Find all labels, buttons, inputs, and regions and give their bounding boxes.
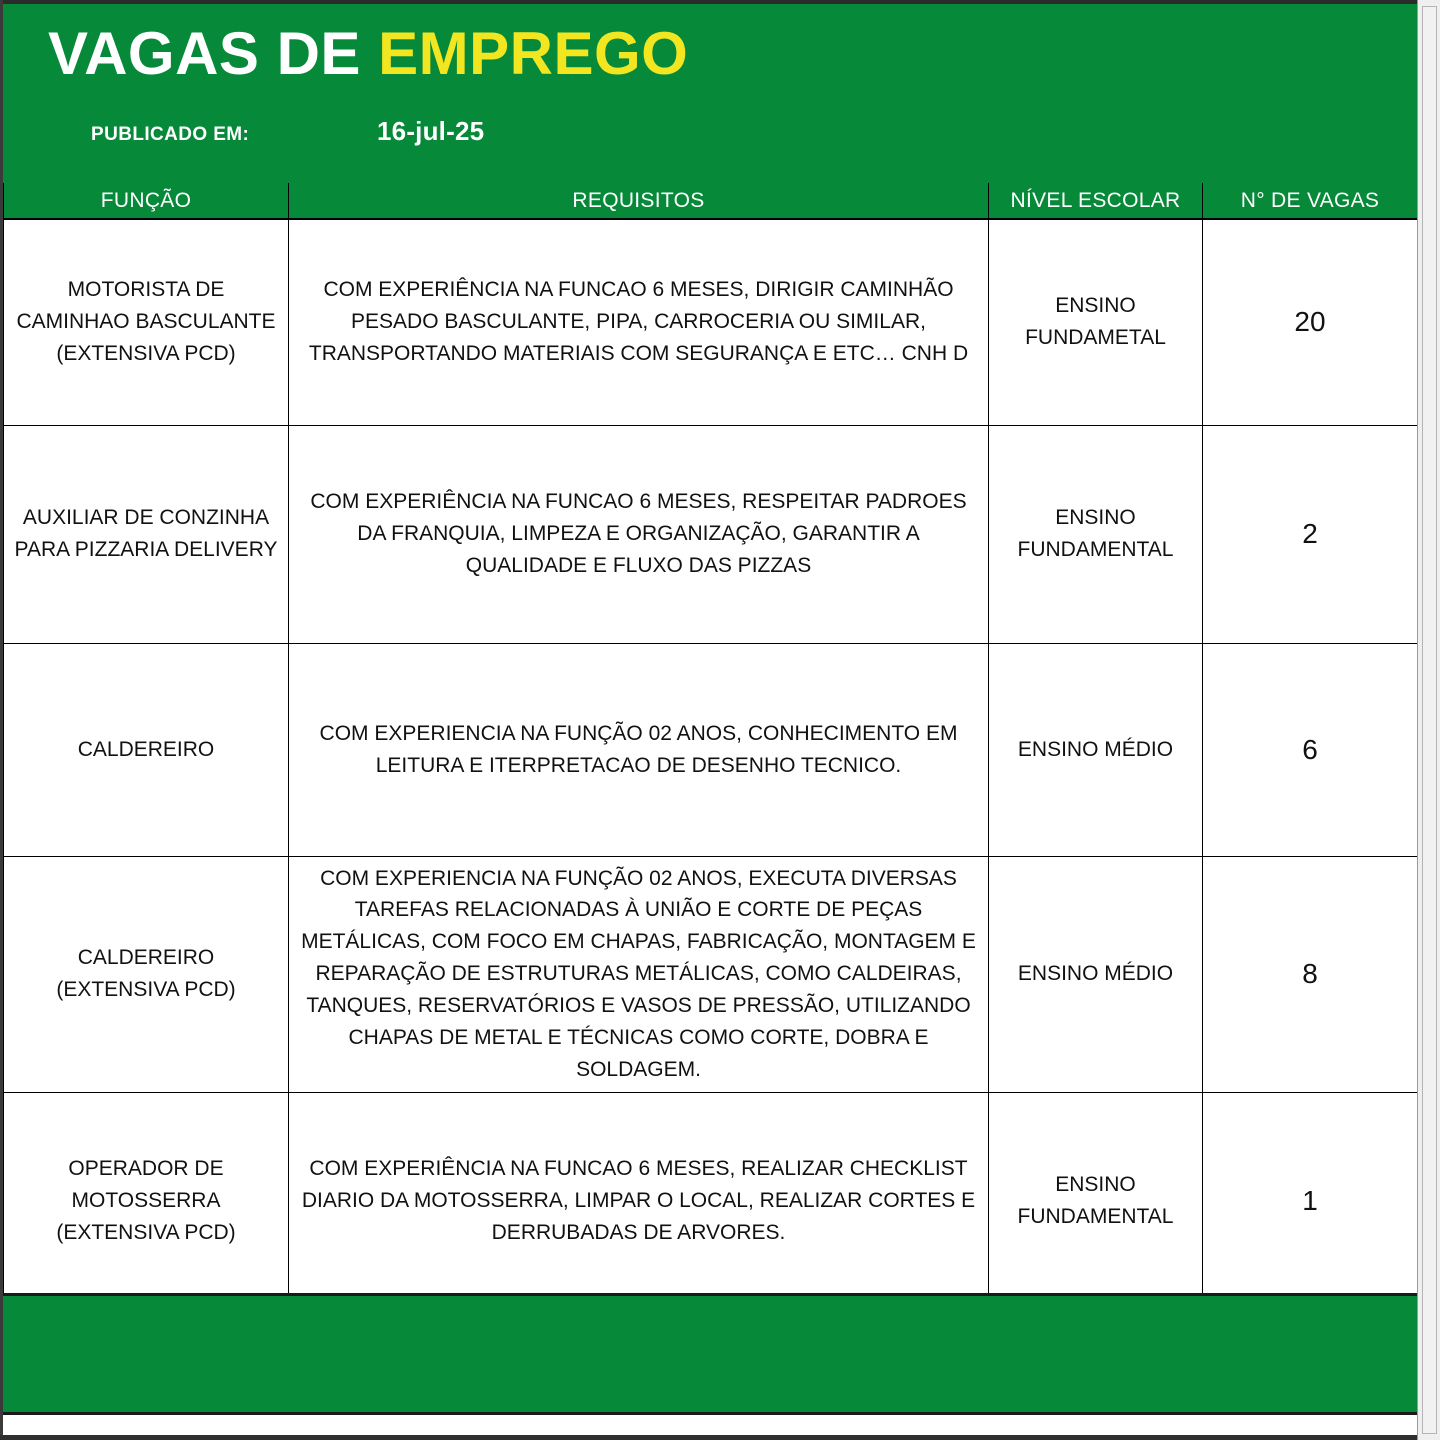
cell-funcao: OPERADOR DE MOTOSSERRA (EXTENSIVA PCD) (4, 1092, 289, 1309)
cell-nivel: ENSINO FUNDAMENTAL (989, 1092, 1203, 1309)
column-header-funcao[interactable]: FUNÇÃO (4, 182, 289, 219)
column-header-nivel[interactable]: NÍVEL ESCOLAR (989, 182, 1203, 219)
page-title-part-1: VAGAS DE (48, 20, 379, 87)
scrollbar-thumb[interactable] (1422, 6, 1437, 1434)
table-row (4, 1092, 1418, 1309)
column-header-requisitos[interactable]: REQUISITOS (289, 182, 989, 219)
cell-vagas: 2 (1203, 425, 1418, 643)
table-row (4, 425, 1418, 643)
banner-header (3, 4, 1417, 181)
cell-requisitos: COM EXPERIENCIA NA FUNÇÃO 02 ANOS, CONHECIMENTO EM LEITURA E ITERPRETACAO DE DESENHO TECNICO. (289, 643, 989, 856)
cell-funcao: AUXILIAR DE CONZINHA PARA PIZZARIA DELIVERY (4, 425, 289, 643)
cell-vagas: 1 (1203, 1092, 1418, 1309)
cell-vagas: 6 (1203, 643, 1418, 856)
vertical-scrollbar[interactable] (1417, 0, 1440, 1440)
cell-nivel: ENSINO FUNDAMENTAL (989, 425, 1203, 643)
footer-band (3, 1293, 1417, 1415)
cell-funcao: MOTORISTA DE CAMINHAO BASCULANTE (EXTENSIVA PCD) (4, 219, 289, 425)
table-row (4, 219, 1418, 425)
cell-requisitos: COM EXPERIÊNCIA NA FUNCAO 6 MESES, DIRIGIR CAMINHÃO PESADO BASCULANTE, PIPA, CARROCERIA OU SIMILAR, TRANSPORTANDO MATERIAIS COM SEGURANÇA E ETC… CNH D (289, 219, 989, 425)
cell-funcao: CALDEREIRO (4, 643, 289, 856)
cell-vagas: 20 (1203, 219, 1418, 425)
table-header-row (4, 182, 1418, 219)
cell-nivel: ENSINO FUNDAMETAL (989, 219, 1203, 425)
page-title-part-2: EMPREGO (378, 20, 689, 87)
cell-funcao: CALDEREIRO (EXTENSIVA PCD) (4, 856, 289, 1092)
published-on-label: PUBLICADO EM: (91, 124, 250, 145)
vacancies-table (3, 181, 1418, 1310)
table-row (4, 643, 1418, 856)
cell-vagas: 8 (1203, 856, 1418, 1092)
table-header (4, 182, 1418, 219)
table-body (4, 219, 1418, 1309)
published-on-date: 16-jul-25 (377, 116, 485, 146)
cell-requisitos: COM EXPERIENCIA NA FUNÇÃO 02 ANOS, EXECUTA DIVERSAS TAREFAS RELACIONADAS À UNIÃO E CORTE DE PEÇAS METÁLICAS, COM FOCO EM CHAPAS, FABRICAÇÃO, MONTAGEM E REPARAÇÃO DE ESTRUTURAS METÁLICAS, COMO CALDEIRAS, TANQUES, RESERVATÓRIOS E VASOS DE PRESSÃO, UTILIZANDO CHAPAS DE METAL E TÉCNICAS COMO CORTE, DOBRA E SOLDAGEM. (289, 856, 989, 1092)
column-header-vagas[interactable]: N° DE VAGAS (1203, 182, 1418, 219)
cell-requisitos: COM EXPERIÊNCIA NA FUNCAO 6 MESES, RESPEITAR PADROES DA FRANQUIA, LIMPEZA E ORGANIZAÇÃO, GARANTIR A QUALIDADE E FLUXO DAS PIZZAS (289, 425, 989, 643)
cell-nivel: ENSINO MÉDIO (989, 643, 1203, 856)
table-row (4, 856, 1418, 1092)
cell-requisitos: COM EXPERIÊNCIA NA FUNCAO 6 MESES, REALIZAR CHECKLIST DIARIO DA MOTOSSERRA, LIMPAR O LOCAL, REALIZAR CORTES E DERRUBADAS DE ARVORES. (289, 1092, 989, 1309)
page-title (48, 20, 689, 87)
cell-nivel: ENSINO MÉDIO (989, 856, 1203, 1092)
bottom-border-rule (0, 1435, 1424, 1440)
